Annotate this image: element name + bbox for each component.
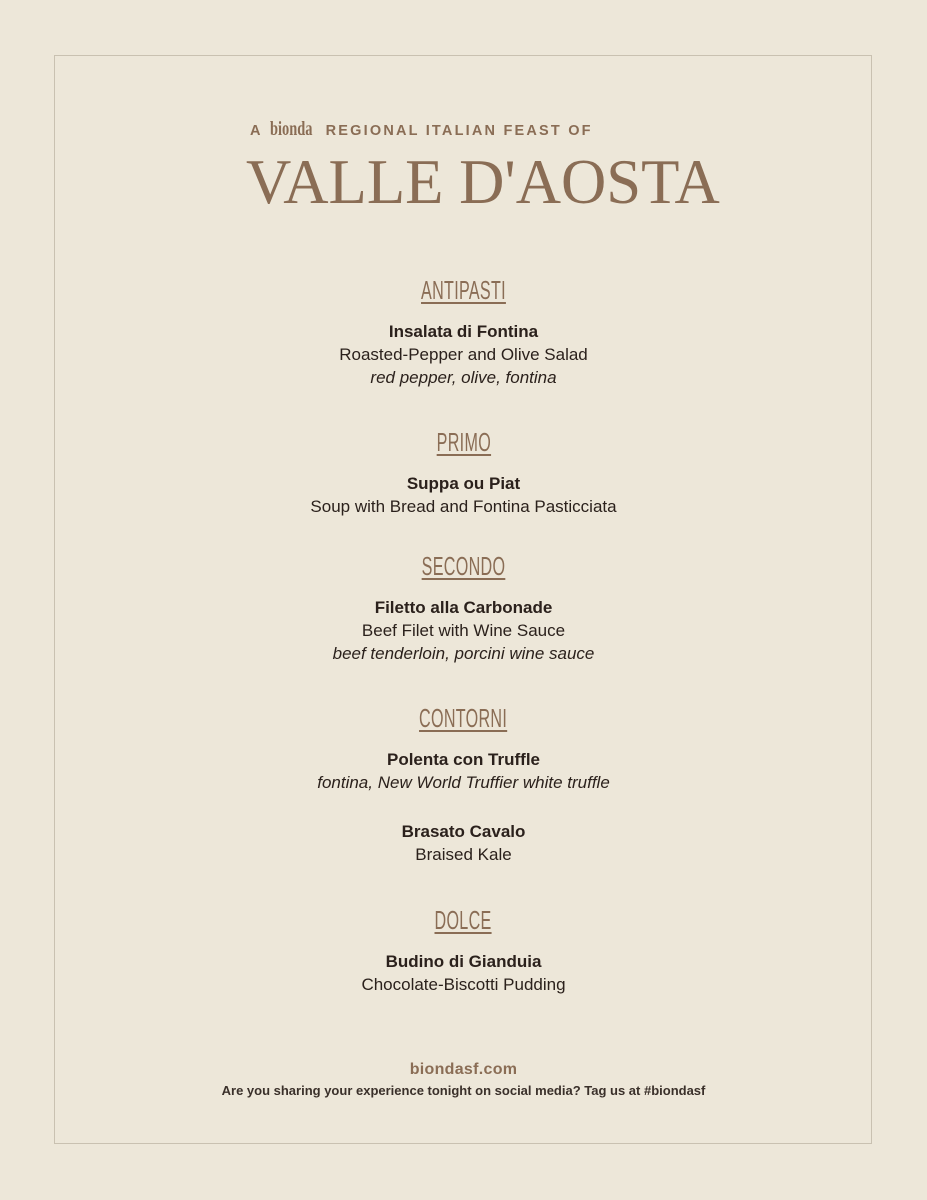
- brand-logo: bionda: [269, 118, 313, 140]
- section-dolce: [0, 900, 927, 996]
- dish-name: Brasato Cavalo: [401, 822, 526, 841]
- section-antipasti: [0, 270, 927, 400]
- dish-ingredients: red pepper, olive, fontina: [370, 368, 557, 387]
- header-kicker: [250, 118, 610, 144]
- section-title: DOLCE: [434, 905, 493, 935]
- kicker-article: A: [250, 123, 263, 139]
- dish-name: Filetto alla Carbonade: [374, 598, 553, 617]
- dish-ingredients: beef tenderloin, porcini wine sauce: [332, 644, 595, 663]
- section-primo: [0, 422, 927, 550]
- menu-body: [0, 270, 927, 996]
- social-tagline: Are you sharing your experience tonight on social media? Tag us at #biondasf: [221, 1083, 706, 1098]
- dish-description: Soup with Bread and Fontina Pasticciata: [310, 497, 617, 516]
- section-title: SECONDO: [421, 551, 506, 581]
- section-secondo: [0, 546, 927, 676]
- dish-description: Braised Kale: [415, 845, 512, 864]
- dish-description: Beef Filet with Wine Sauce: [361, 621, 566, 640]
- section-title: ANTIPASTI: [421, 275, 506, 305]
- dish-name: Insalata di Fontina: [388, 322, 539, 341]
- section-contorni: [0, 698, 927, 878]
- website-link[interactable]: biondasf.com: [409, 1061, 518, 1078]
- dish-description: Chocolate-Biscotti Pudding: [361, 975, 566, 994]
- dish-description: Roasted-Pepper and Olive Salad: [339, 345, 588, 364]
- dish-name: Budino di Gianduia: [385, 952, 542, 971]
- dish-name: Polenta con Truffle: [386, 750, 541, 769]
- dish-ingredients: fontina, New World Truffier white truffle: [317, 773, 610, 792]
- footer: [0, 1058, 927, 1100]
- kicker-text: REGIONAL ITALIAN FEAST OF: [325, 123, 593, 139]
- section-title: CONTORNI: [419, 703, 508, 733]
- section-title: PRIMO: [436, 427, 491, 457]
- page-title: VALLE D'AOSTA: [246, 146, 720, 217]
- dish-name: Suppa ou Piat: [406, 474, 521, 493]
